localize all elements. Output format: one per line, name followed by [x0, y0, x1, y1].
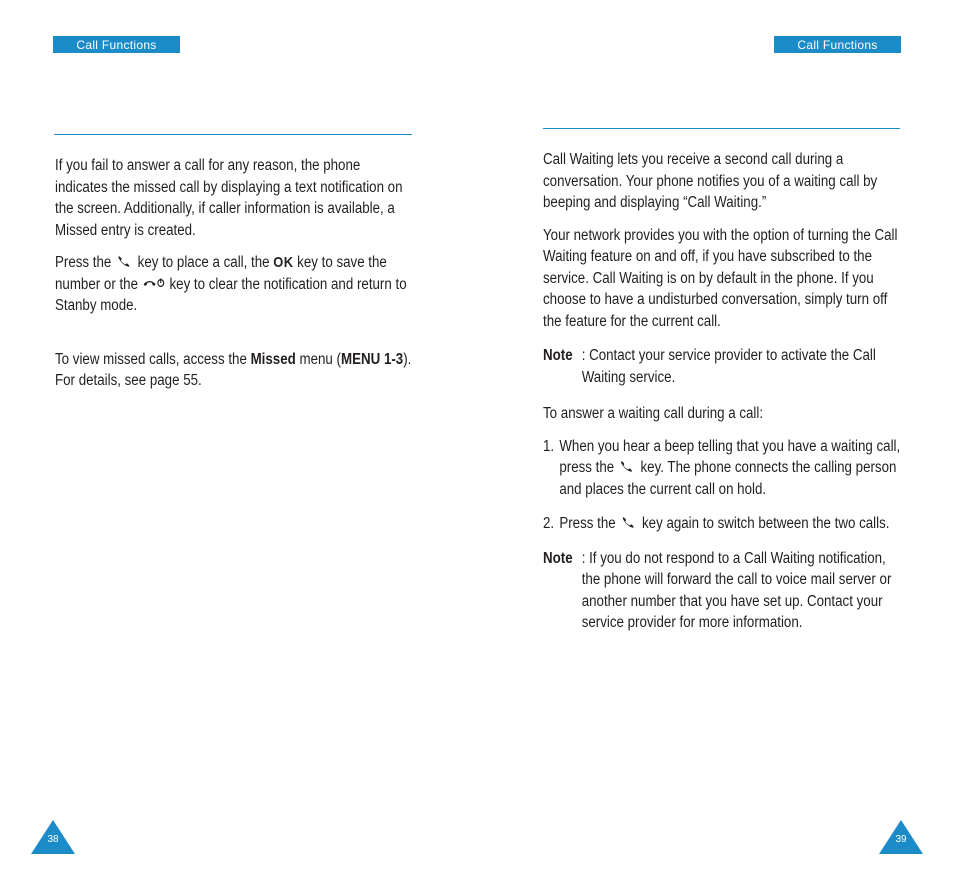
note-forward: Note : If you do not respond to a Call Waiting notification, the phone will forward the call to voice mail server or another number that you have set up. Contact your service provider for more information.	[543, 549, 892, 632]
page-number-badge: 39	[879, 820, 923, 856]
left-column	[55, 155, 413, 392]
right-page	[477, 0, 954, 874]
step-1: 1. When you hear a beep telling that you have a waiting call, press the key. The phone connects the calling person and places the current call on hold.	[543, 437, 901, 498]
phone-end-power-icon	[142, 274, 166, 296]
missed-call-paragraph: If you fail to answer a call for any reason, the phone indicates the missed call by displaying a text notification on the screen. Additionally, if caller information is available, a Missed entry is created.	[55, 157, 403, 239]
call-waiting-intro: Call Waiting lets you receive a second call during a conversation. Your phone notifies you of a waiting call by beeping and displaying “Call Waiting.”	[543, 151, 878, 211]
step-2: 2. Press the key again to switch between the two calls.	[543, 513, 901, 535]
phone-send-icon	[115, 252, 134, 274]
section-rule	[54, 134, 412, 135]
key-instructions-paragraph: Press the key to place a call, the OK key to save the number or the key to clear the notification and return to Stanby mode.	[55, 254, 407, 315]
header-tab: Call Functions	[53, 36, 180, 53]
note-activate: Note : Contact your service provider to activate the Call Waiting service.	[543, 347, 876, 386]
right-column	[543, 149, 901, 634]
phone-send-icon	[618, 457, 637, 479]
ok-key-label: OK	[273, 254, 294, 271]
phone-send-icon	[619, 513, 638, 535]
page-number-badge: 38	[31, 820, 75, 856]
answer-waiting-intro: To answer a waiting call during a call:	[543, 405, 764, 422]
section-rule	[543, 128, 900, 129]
view-missed-calls-paragraph: To view missed calls, access the Missed menu (MENU 1-3). For details, see page 55.	[55, 350, 412, 390]
network-option-paragraph: Your network provides you with the option of turning the Call Waiting feature on and off, if you have subscribed to the service. Call Waiting is on by default in the phone. If you choose to have a undisturbed conversation, simply turn off the feature for the current call.	[543, 226, 898, 330]
header-tab: Call Functions	[774, 36, 901, 53]
